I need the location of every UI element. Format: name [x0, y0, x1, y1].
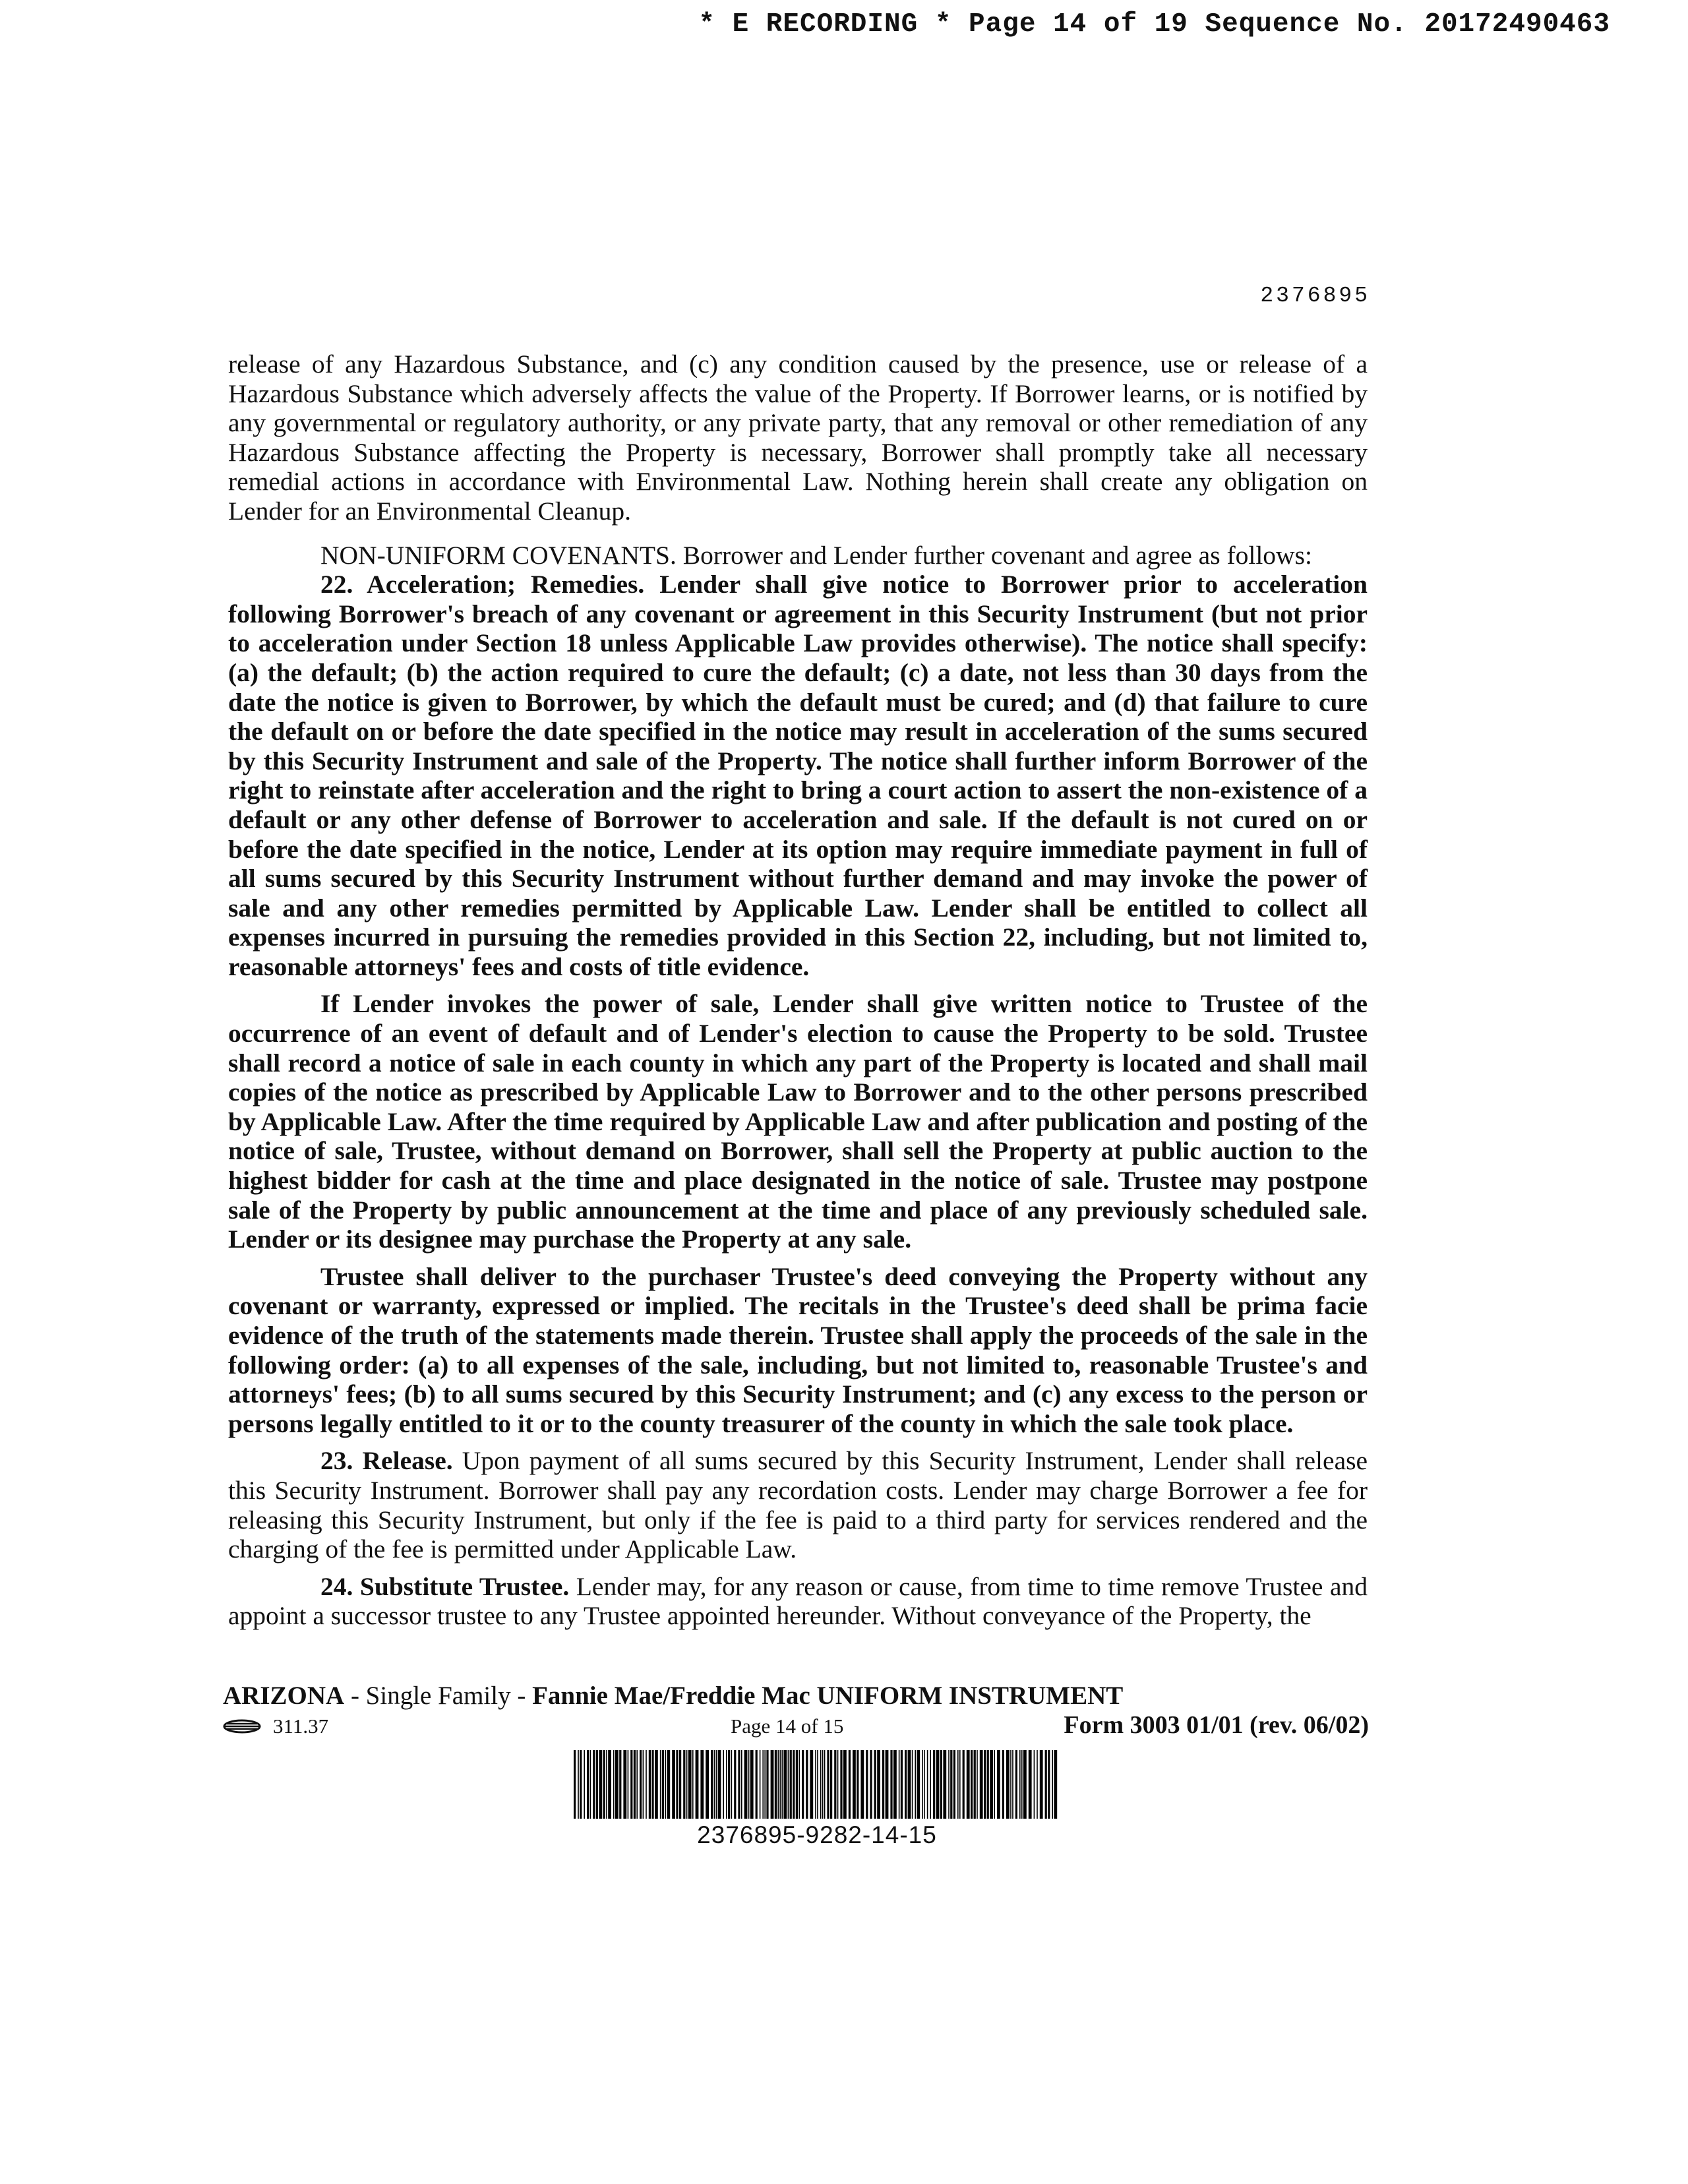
form-title: [223, 1681, 1123, 1711]
paragraph-non-uniform-covenants: NON-UNIFORM COVENANTS. Borrower and Lender further covenant and agree as follows:: [320, 540, 1312, 570]
paragraph-release: [228, 1446, 1368, 1563]
document-number: 2376895: [1260, 284, 1370, 308]
form-code-number: 311.37: [273, 1714, 329, 1738]
recording-header: * E RECORDING * Page 14 of 19 Sequence No. 20172490463: [698, 9, 1610, 40]
form-code: [223, 1714, 328, 1738]
release-text: Upon payment of all sums secured by this Security Instrument, Lender shall release this Security Instrument. Borrower shall pay any recordation costs. Lender may charge Borrower a fee for releasing this Security Instrument, but only if the fee is paid to a third party for services rendered and the charging of the fee is permitted under Applicable Law.: [228, 1446, 1368, 1564]
form-number: Form 3003 01/01 (rev. 06/02): [1064, 1711, 1369, 1739]
barcode-number: 2376895-9282-14-15: [697, 1821, 937, 1848]
substitute-trustee-heading: 24. Substitute Trustee.: [320, 1571, 570, 1601]
form-title-separator: - Single Family -: [344, 1682, 533, 1710]
paragraph-acceleration-remedies: 22. Acceleration; Remedies. Lender shall give notice to Borrower prior to acceleration following Borrower's breach of any covenant or agreement in this Security Instrument (but not prior to acceleration under Section 18 unless Applicable Law provides otherwise). The notice shall specify: (a) the default; (b) the action required to cure the default; (c) a date, not less than 30 days from the date the notice is given to Borrower, by which the default must be cured; and (d) that failure to cure the default on or before the date specified in the notice may result in acceleration of the sums secured by this Security Instrument and sale of the Property. The notice shall further inform Borrower of the right to reinstate after acceleration and the right to bring a court action to assert the non-existence of a default or any other defense of Borrower to acceleration and sale. If the default is not cured on or before the date specified in the notice, Lender at its option may require immediate payment in full of all sums secured by this Security Instrument without further demand and may invoke the power of sale and any other remedies permitted by Applicable Law. Lender shall be entitled to collect all expenses incurred in pursuing the remedies provided in this Section 22, including, but not limited to, reasonable attorneys' fees and costs of title evidence.: [228, 570, 1368, 981]
document-body: [228, 349, 1368, 1631]
release-heading: 23. Release.: [320, 1446, 453, 1476]
form-instrument: Fannie Mae/Freddie Mac UNIFORM INSTRUMENT: [532, 1682, 1124, 1710]
paragraph-power-of-sale: If Lender invokes the power of sale, Lender shall give written notice to Trustee of the occurrence of an event of default and of Lender's election to cause the Property to be sold. Trustee shall record a notice of sale in each county in which any part of the Property is located and shall mail copies of the notice as prescribed by Applicable Law to Borrower and to the other persons prescribed by Applicable Law. After the time required by Applicable Law and after publication and posting of the notice of sale, Trustee, without demand on Borrower, shall sell the Property at public auction to the highest bidder for cash at the time and place designated in the notice of sale. Trustee may postpone sale of the Property by public announcement at the time and place of any previously scheduled sale. Lender or its designee may purchase the Property at any sale.: [228, 989, 1368, 1254]
form-footer-row: [223, 1712, 1369, 1741]
barcode-icon: [574, 1750, 1060, 1819]
paragraph-substitute-trustee: [228, 1572, 1368, 1631]
page-number: Page 14 of 15: [731, 1714, 844, 1738]
paragraph-trustee-deed: Trustee shall deliver to the purchaser Trustee's deed conveying the Property without any covenant or warranty, expressed or implied. The recitals in the Trustee's deed shall be prima facie evidence of the truth of the statements made therein. Trustee shall apply the proceeds of the sale in the following order: (a) to all expenses of the sale, including, but not limited to, reasonable Trustee's and attorneys' fees; (b) to all sums secured by this Security Instrument; and (c) any excess to the person or persons legally entitled to it or to the county treasurer of the county in which the sale took place.: [228, 1261, 1368, 1438]
vendor-logo-icon: [223, 1719, 261, 1734]
substitute-trustee-text: Lender may, for any reason or cause, from time to time remove Trustee and appoint a successor trustee to any Trustee appointed hereunder. Without conveyance of the Property, the: [228, 1571, 1368, 1631]
form-state: ARIZONA: [223, 1682, 345, 1710]
paragraph-hazardous-substance: release of any Hazardous Substance, and (c) any condition caused by the presence, use or release of a Hazardous Substance which adversely affects the value of the Property. If Borrower learns, or is notified by any governmental or regulatory authority, or any private party, that any removal or other remediation of any Hazardous Substance affecting the Property is necessary, Borrower shall promptly take all necessary remedial actions in accordance with Environmental Law. Nothing herein shall create any obligation on Lender for an Environmental Cleanup.: [228, 349, 1368, 526]
